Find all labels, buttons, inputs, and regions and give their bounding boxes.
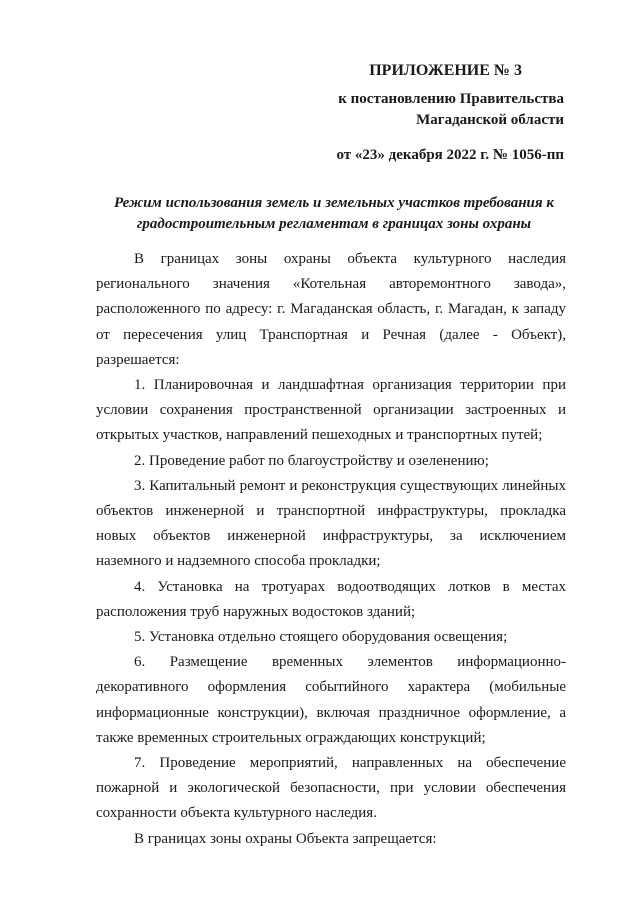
paragraph-item-6: 6. Размещение временных элементов информационно-декоративного оформления событийного характера (мобильные информационные конструкции), включая праздничное оформление, а также временных строительных ограждающих конструкций; [96, 654, 566, 746]
paragraph-item-7: 7. Проведение мероприятий, направленных на обеспечение пожарной и экологической безопасности, при условии обеспечения сохранности объекта культурного наследия. [96, 755, 566, 822]
document-body [96, 247, 566, 852]
appendix-number: ПРИЛОЖЕНИЕ № 3 [369, 62, 522, 79]
paragraph-item-5: 5. Установка отдельно стоящего оборудования освещения; [134, 629, 508, 646]
paragraph-item-2: 2. Проведение работ по благоустройству и озеленению; [134, 452, 489, 469]
document-title [96, 193, 572, 235]
appendix-line-1: к постановлению Правительства [338, 91, 564, 107]
document-title-line-2: градостроительным регламентам в границах зоны охраны [136, 216, 532, 232]
paragraph-prohibited-intro: В границах зоны охраны Объекта запрещается: [134, 830, 437, 847]
appendix-line-2: Магаданской области [416, 112, 564, 128]
appendix-date: от «23» декабря 2022 г. № 1056-пп [336, 147, 564, 163]
document-title-line-1: Режим использования земель и земельных участков требования к [114, 195, 554, 211]
paragraph-item-4: 4. Установка на тротуарах водоотводящих лотков в местах расположения труб наружных водостоков зданий; [96, 578, 566, 620]
paragraph-intro: В границах зоны охраны объекта культурного наследия регионального значения «Котельная авторемонтного завода», расположенного по адресу: г. Магаданская область, г. Магадан, к западу от пересечения улиц Транспортная и Речная (далее - Объект), разрешается: [96, 251, 566, 368]
appendix-header [284, 60, 564, 166]
paragraph-item-3: 3. Капитальный ремонт и реконструкция существующих линейных объектов инженерной и транспортной инфраструктуры, прокладка новых объектов инженерной инфраструктуры, за исключением наземного и надземного способа прокладки; [96, 477, 566, 570]
paragraph-item-1: 1. Планировочная и ландшафтная организация территории при условии сохранения пространственной организации застроенных и открытых участков, направлений пешеходных и транспортных путей; [96, 377, 566, 444]
